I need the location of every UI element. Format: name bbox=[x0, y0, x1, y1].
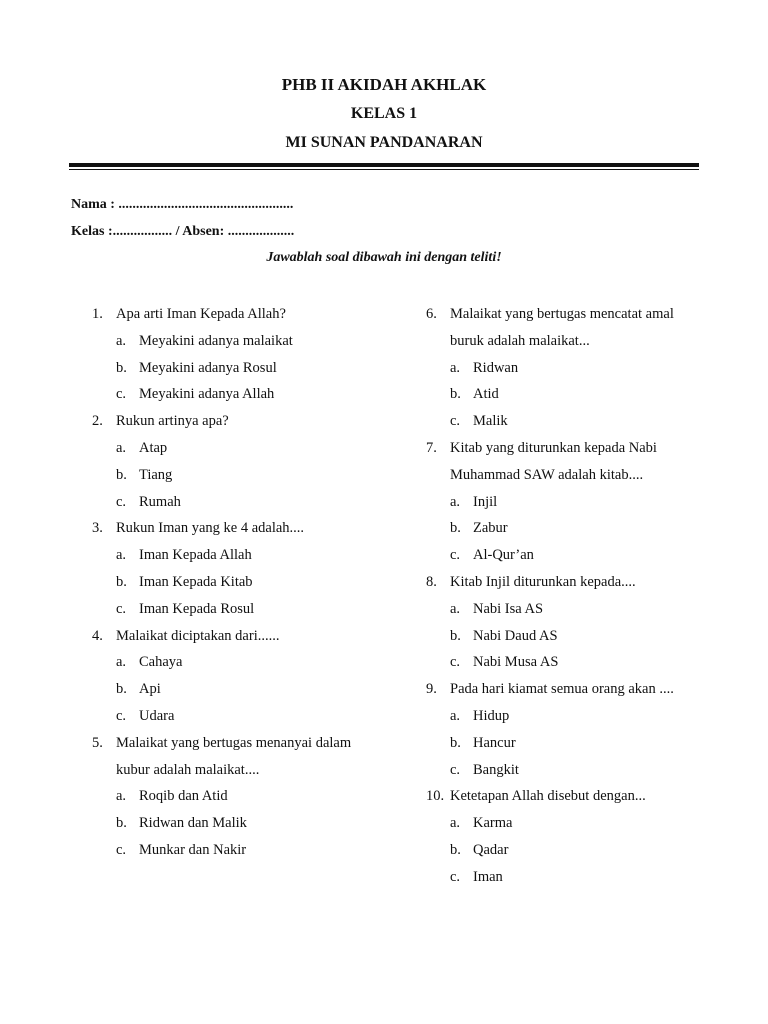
name-field: Nama : .................................................. bbox=[71, 197, 294, 212]
option-letter: c. bbox=[450, 547, 461, 564]
option-text: Atid bbox=[473, 386, 499, 403]
question-line bbox=[426, 435, 726, 462]
option-letter: a. bbox=[116, 788, 127, 805]
question-number: 7. bbox=[426, 439, 437, 456]
option-letter: c. bbox=[116, 707, 127, 724]
option-letter: b. bbox=[450, 386, 461, 403]
question-text: Malaikat diciptakan dari...... bbox=[116, 627, 280, 644]
answer-option bbox=[426, 596, 726, 623]
answer-option bbox=[426, 837, 726, 864]
option-letter: b. bbox=[450, 734, 461, 751]
question-line bbox=[426, 783, 726, 810]
option-text: Malik bbox=[473, 413, 508, 430]
question-line bbox=[92, 515, 412, 542]
option-text: Nabi Musa AS bbox=[473, 654, 559, 671]
question-line bbox=[426, 462, 726, 489]
question-number: 5. bbox=[92, 734, 103, 751]
answer-option bbox=[426, 703, 726, 730]
option-letter: b. bbox=[450, 841, 461, 858]
question-text: Kitab Injil diturunkan kepada.... bbox=[450, 573, 636, 590]
school-name: MI SUNAN PANDANARAN bbox=[285, 134, 483, 151]
answer-option bbox=[426, 355, 726, 382]
answer-option bbox=[92, 355, 412, 382]
questions-column-right bbox=[426, 301, 726, 891]
answer-option bbox=[426, 515, 726, 542]
option-text: Nabi Isa AS bbox=[473, 600, 544, 617]
question-number: 8. bbox=[426, 573, 437, 590]
question-line bbox=[92, 301, 412, 328]
option-letter: c. bbox=[450, 868, 461, 885]
instruction-text: Jawablah soal dibawah ini dengan teliti! bbox=[266, 250, 502, 265]
option-letter: c. bbox=[116, 841, 127, 858]
option-letter: b. bbox=[116, 681, 127, 698]
exam-title: PHB II AKIDAH AKHLAK bbox=[281, 75, 487, 94]
option-letter: a. bbox=[116, 654, 127, 671]
answer-option bbox=[92, 489, 412, 516]
question-text: Pada hari kiamat semua orang akan .... bbox=[450, 681, 674, 698]
question-number: 1. bbox=[92, 306, 103, 322]
question-line bbox=[92, 757, 412, 784]
answer-option bbox=[92, 328, 412, 355]
option-letter: c. bbox=[116, 600, 127, 617]
question-number: 6. bbox=[426, 306, 437, 322]
option-letter: a. bbox=[116, 547, 127, 564]
option-text: Injil bbox=[473, 493, 498, 510]
option-letter: b. bbox=[116, 359, 127, 376]
answer-option bbox=[92, 569, 412, 596]
option-letter: c. bbox=[116, 386, 127, 403]
answer-option bbox=[426, 489, 726, 516]
option-letter: b. bbox=[450, 520, 461, 537]
answer-option bbox=[426, 810, 726, 837]
option-text: Iman Kepada Allah bbox=[139, 547, 252, 564]
option-letter: a. bbox=[450, 815, 461, 832]
answer-option bbox=[426, 864, 726, 891]
option-text: Qadar bbox=[473, 841, 509, 858]
option-text: Udara bbox=[139, 707, 175, 724]
question-text: Malaikat yang bertugas menanyai dalam bbox=[116, 734, 352, 751]
question-number: 9. bbox=[426, 681, 437, 698]
questions-column-left bbox=[92, 301, 412, 864]
answer-option bbox=[426, 542, 726, 569]
answer-option bbox=[426, 757, 726, 784]
question-line bbox=[92, 730, 412, 757]
option-text: Atap bbox=[139, 439, 168, 456]
answer-option bbox=[426, 623, 726, 650]
answer-option bbox=[92, 462, 412, 489]
option-letter: c. bbox=[450, 654, 461, 671]
answer-option bbox=[92, 676, 412, 703]
option-text: Meyakini adanya malaikat bbox=[139, 332, 293, 349]
option-text: Roqib dan Atid bbox=[139, 788, 228, 805]
answer-option bbox=[92, 837, 412, 864]
option-text: Zabur bbox=[473, 520, 508, 537]
option-text: Meyakini adanya Rosul bbox=[139, 359, 277, 376]
option-text: Tiang bbox=[139, 466, 173, 483]
option-letter: b. bbox=[116, 573, 127, 590]
option-text: Ridwan dan Malik bbox=[139, 815, 247, 832]
question-line bbox=[426, 328, 726, 355]
header-divider-thin bbox=[69, 169, 699, 170]
option-text: Munkar dan Nakir bbox=[139, 841, 247, 858]
option-text: Cahaya bbox=[139, 654, 183, 671]
option-text: Iman bbox=[473, 868, 503, 885]
question-text: Rukun Iman yang ke 4 adalah.... bbox=[116, 520, 305, 537]
question-text: Muhammad SAW adalah kitab.... bbox=[450, 466, 644, 483]
answer-option bbox=[92, 542, 412, 569]
option-text: Rumah bbox=[139, 493, 181, 510]
question-text: Kitab yang diturunkan kepada Nabi bbox=[450, 439, 657, 456]
question-number: 3. bbox=[92, 520, 103, 537]
option-letter: b. bbox=[116, 815, 127, 832]
question-text: buruk adalah malaikat... bbox=[450, 332, 590, 349]
option-letter: a. bbox=[116, 439, 127, 456]
option-letter: b. bbox=[116, 466, 127, 483]
class-heading: KELAS 1 bbox=[350, 105, 418, 122]
answer-option bbox=[426, 381, 726, 408]
option-text: Iman Kepada Kitab bbox=[139, 573, 253, 590]
class-absen-field: Kelas :................. / Absen: ................... bbox=[71, 224, 295, 239]
option-text: Iman Kepada Rosul bbox=[139, 600, 255, 617]
option-letter: a. bbox=[450, 600, 461, 617]
header-divider-thick bbox=[69, 163, 699, 167]
option-text: Nabi Daud AS bbox=[473, 627, 558, 644]
option-letter: c. bbox=[450, 761, 461, 778]
answer-option bbox=[92, 649, 412, 676]
option-text: Hidup bbox=[473, 707, 510, 724]
question-line bbox=[426, 676, 726, 703]
question-text: Ketetapan Allah disebut dengan... bbox=[450, 788, 646, 805]
answer-option bbox=[92, 381, 412, 408]
option-letter: c. bbox=[450, 413, 461, 430]
option-text: Api bbox=[139, 681, 161, 698]
answer-option bbox=[92, 596, 412, 623]
answer-option bbox=[92, 783, 412, 810]
option-letter: a. bbox=[450, 493, 461, 510]
question-number bbox=[92, 757, 116, 784]
answer-option bbox=[426, 408, 726, 435]
option-text: Al-Qur’an bbox=[473, 547, 534, 564]
question-number: 10. bbox=[426, 788, 445, 805]
option-letter: a. bbox=[450, 707, 461, 724]
option-text: Bangkit bbox=[473, 761, 519, 778]
question-number: 2. bbox=[92, 413, 103, 430]
question-number bbox=[426, 462, 450, 489]
option-letter: c. bbox=[116, 493, 127, 510]
option-letter: a. bbox=[450, 359, 461, 376]
question-line bbox=[426, 301, 726, 328]
question-number bbox=[426, 328, 450, 355]
option-text: Hancur bbox=[473, 734, 516, 751]
option-letter: a. bbox=[116, 332, 127, 349]
question-line bbox=[92, 623, 412, 650]
answer-option bbox=[92, 435, 412, 462]
option-text: Meyakini adanya Allah bbox=[139, 386, 275, 403]
question-number: 4. bbox=[92, 627, 103, 644]
question-text: Rukun artinya apa? bbox=[116, 413, 229, 430]
question-line bbox=[426, 569, 726, 596]
question-text: kubur adalah malaikat.... bbox=[116, 761, 260, 778]
answer-option bbox=[426, 649, 726, 676]
question-line bbox=[92, 408, 412, 435]
question-text: Malaikat yang bertugas mencatat amal bbox=[450, 306, 674, 322]
answer-option bbox=[92, 810, 412, 837]
answer-option bbox=[426, 730, 726, 757]
option-text: Ridwan bbox=[473, 359, 519, 376]
question-text: Apa arti Iman Kepada Allah? bbox=[116, 306, 286, 322]
option-text: Karma bbox=[473, 815, 513, 832]
option-letter: b. bbox=[450, 627, 461, 644]
answer-option bbox=[92, 703, 412, 730]
